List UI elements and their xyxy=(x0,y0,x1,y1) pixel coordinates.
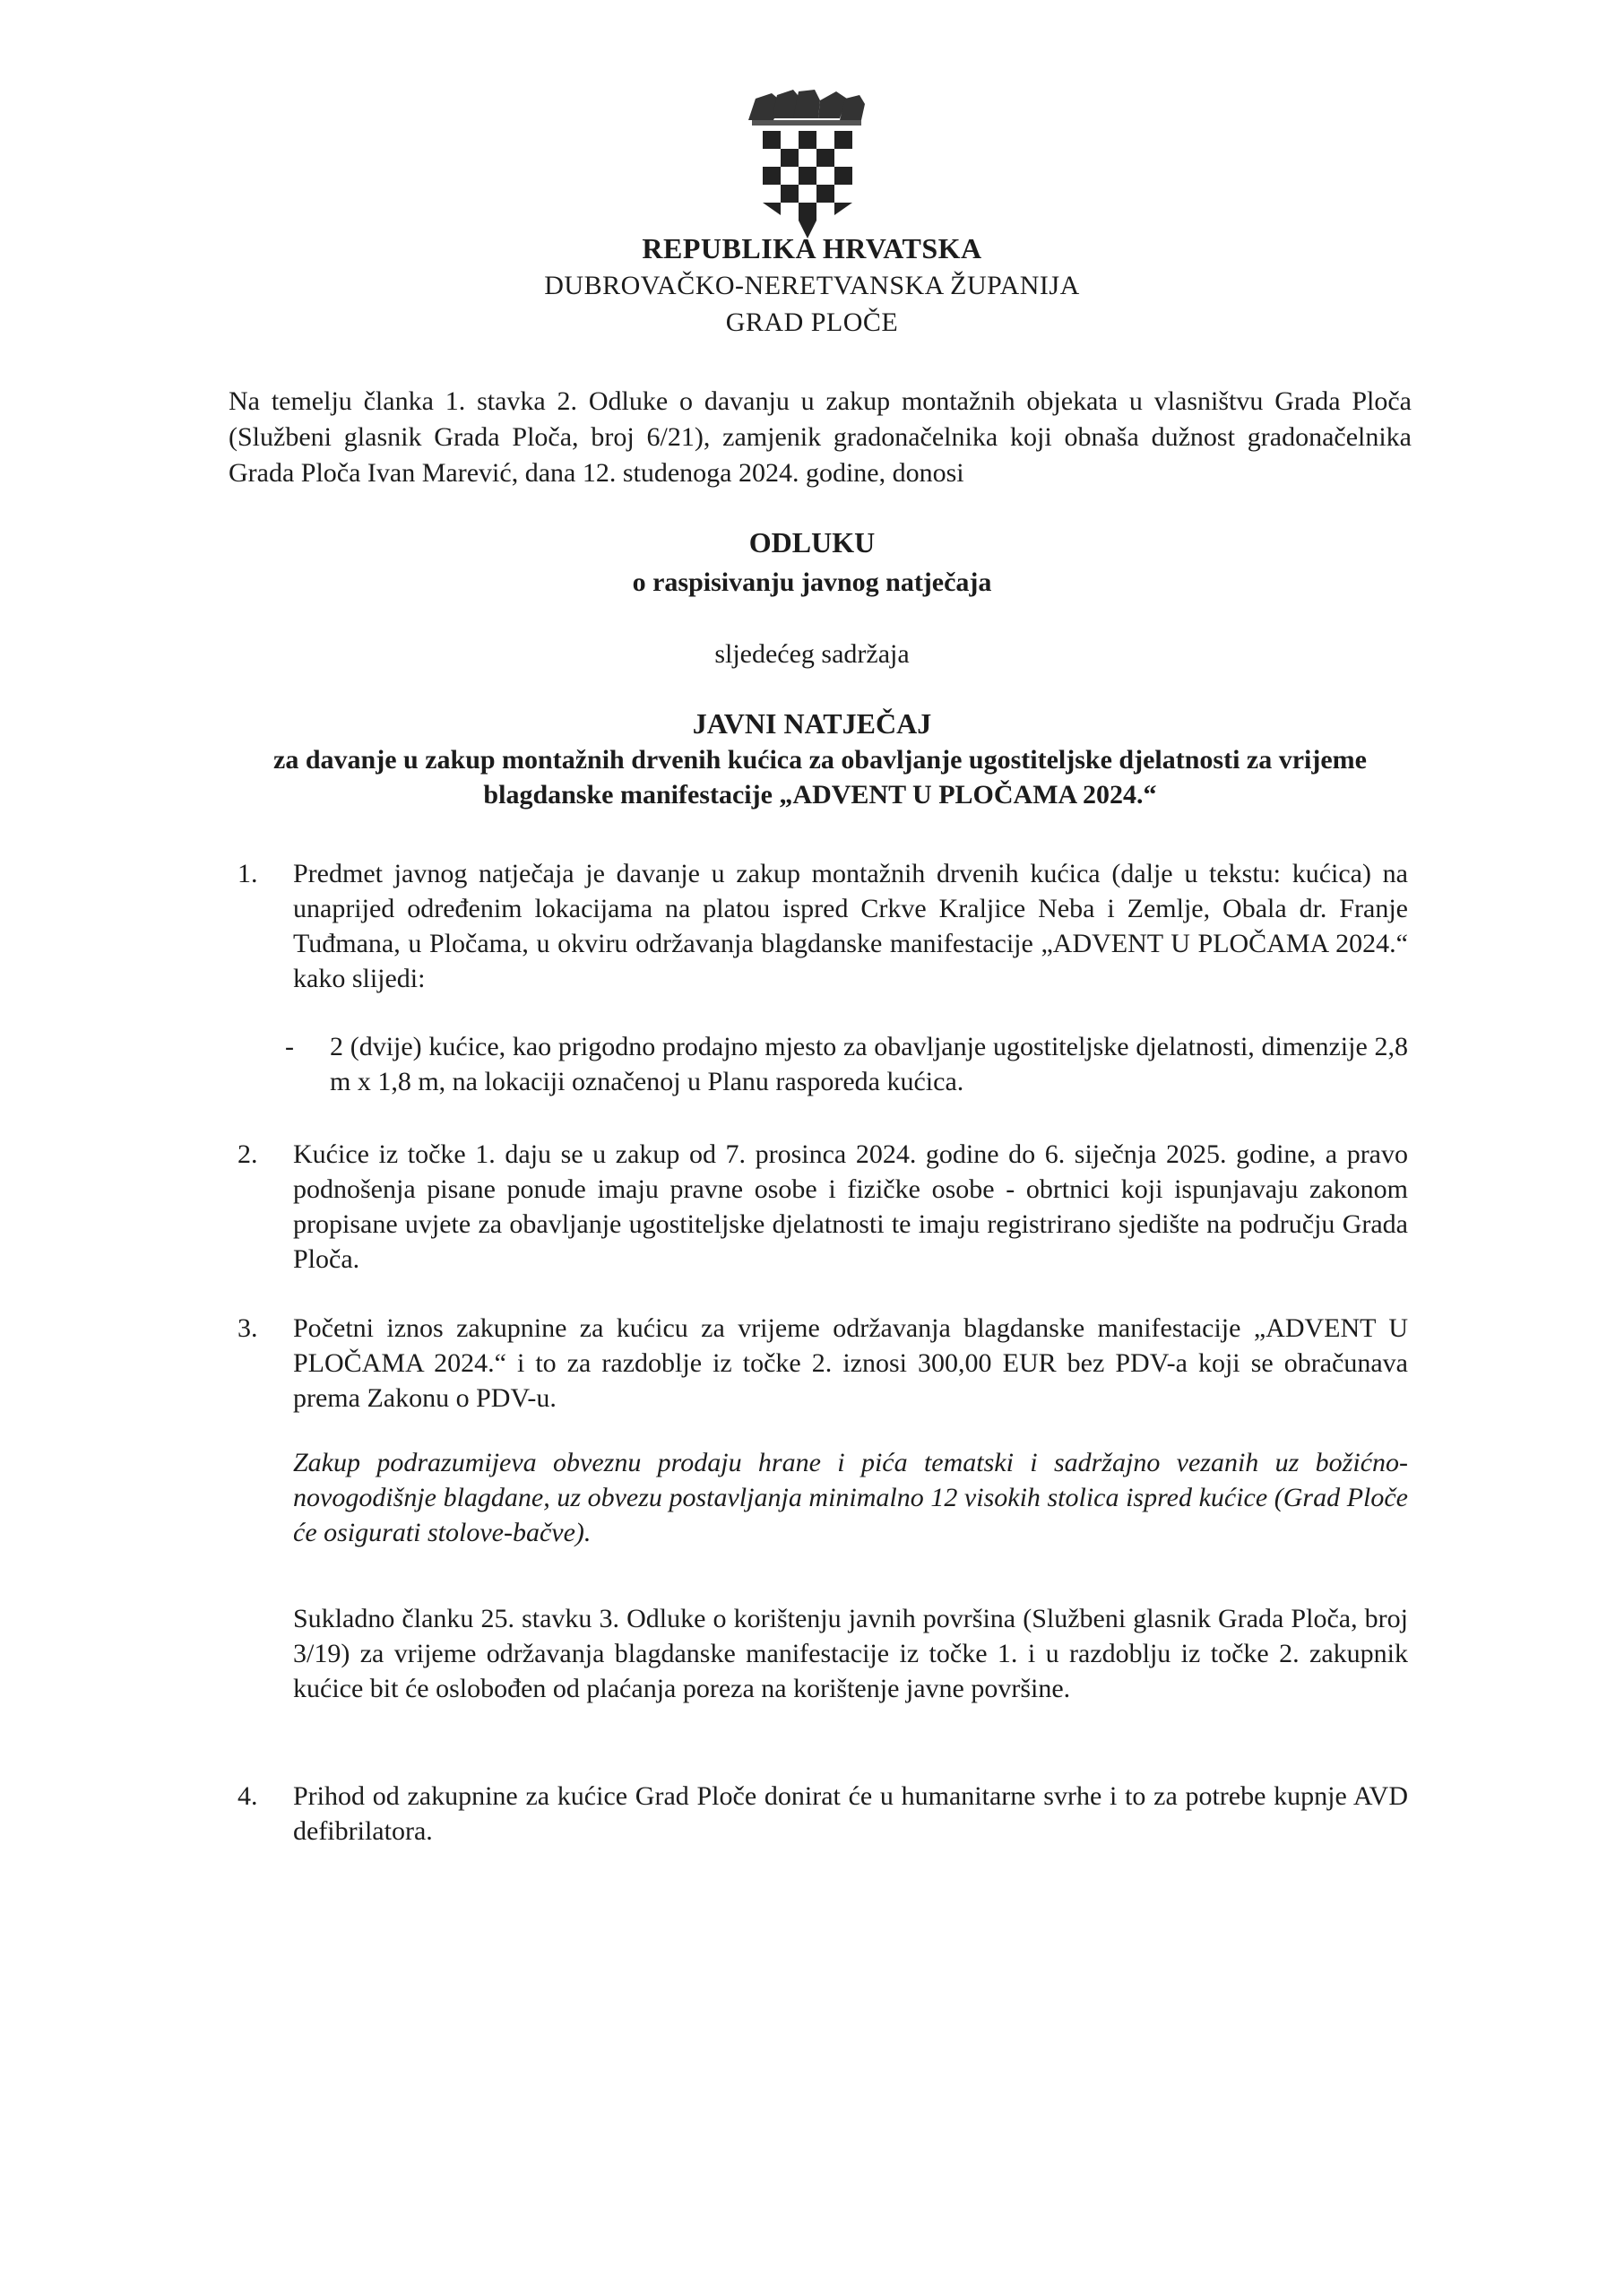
item-number: 1. xyxy=(238,859,258,888)
item-text: Predmet javnog natječaja je davanje u zakup montažnih drvenih kućica (dalje u tekstu: kućica) na unaprijed određenim lokacijama na platou ispred Crkve Kraljice Neba i Zemlje, Obala dr. Franje Tuđmana, u Pločama, u okviru održavanja blagdanske manifestacije „ADVENT U PLOČAMA 2024.“ kako slijedi: xyxy=(293,859,1408,993)
decision-title: ODLUKU xyxy=(748,526,876,559)
item-italic-note: Zakup podrazumijeva obveznu prodaju hrane i pića tematski i sadržajno vezanih uz božićno-novogodišnje blagdane, uz obvezu postavljanja minimalno 12 visokih stolica ispred kućice (Grad Ploče će osigurati stolove-bačve). xyxy=(293,1448,1408,1547)
item-number: 3. xyxy=(238,1313,258,1343)
item-text: Početni iznos zakupnine za kućicu za vrijeme održavanja blagdanske manifestacije „ADVENT U PLOČAMA 2024.“ i to za razdoblje iz točke 2. iznosi 300,00 EUR bez PDV-a koji se obračunava prema Zakonu o PDV-u. xyxy=(293,1313,1408,1413)
content-note: sljedećeg sadržaja xyxy=(714,639,910,669)
coat-of-arms-icon xyxy=(747,90,867,244)
tender-title: JAVNI NATJEČAJ xyxy=(692,707,932,740)
item-note: Sukladno članku 25. stavku 3. Odluke o korištenju javnih površina (Službeni glasnik Grada Ploča, broj 3/19) za vrijeme održavanja blagdanske manifestacije iz točke 1. i u razdoblju iz točke 2. zakupnik kućice bit će oslobođen od plaćanja poreza na korištenje javne površine. xyxy=(293,1604,1408,1703)
intro-paragraph: Na temelju članka 1. stavka 2. Odluke o davanju u zakup montažnih objekata u vlasništvu Grada Ploča (Službeni glasnik Grada Ploča, broj 6/21), zamjenik gradonačelnika koji obnaša dužnost gradonačelnika Grada Ploča Ivan Marević, dana 12. studenoga 2024. godine, donosi xyxy=(229,386,1412,488)
bullet-dash: - xyxy=(285,1032,294,1061)
letterhead xyxy=(0,231,1624,340)
country-name: REPUBLIKA HRVATSKA xyxy=(642,232,982,264)
city-name: GRAD PLOČE xyxy=(725,307,899,337)
bullet-text: 2 (dvije) kućice, kao prigodno prodajno mjesto za obavljanje ugostiteljske djelatnosti, dimenzije 2,8 m x 1,8 m, na lokaciji označenoj u Planu rasporeda kućica. xyxy=(330,1032,1408,1096)
item-text: Kućice iz točke 1. daju se u zakup od 7. prosinca 2024. godine do 6. siječnja 2025. godine, a pravo podnošenja pisane ponude imaju pravne osobe i fizičke osobe - obrtnici koji ispunjavaju zakonom propisane uvjete za obavljanje ugostiteljske djelatnosti te imaju registrirano sjedište na području Grada Ploča. xyxy=(293,1139,1408,1274)
item-number: 4. xyxy=(238,1781,258,1811)
decision-subtitle: o raspisivanju javnog natječaja xyxy=(632,567,992,597)
item-text: Prihod od zakupnine za kućice Grad Ploče donirat će u humanitarne svrhe i to za potrebe kupnje AVD defibrilatora. xyxy=(293,1781,1408,1846)
county-name: DUBROVAČKO-NERETVANSKA ŽUPANIJA xyxy=(544,271,1080,300)
item-number: 2. xyxy=(238,1139,258,1169)
tender-subtitle: za davanje u zakup montažnih drvenih kućica za obavljanje ugostiteljske djelatnosti za vrijeme blagdanske manifestacije „ADVENT U PLOČAMA 2024.“ xyxy=(273,745,1367,810)
